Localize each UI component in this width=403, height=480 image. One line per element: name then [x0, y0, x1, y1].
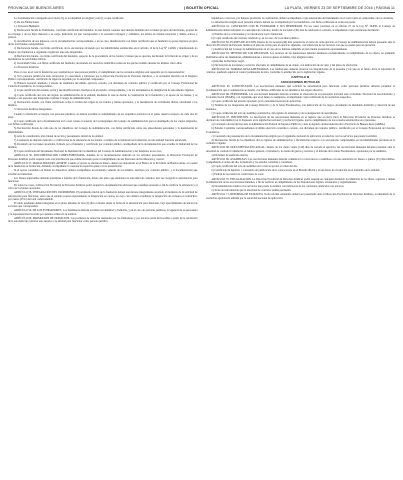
paragraph: b) Acreditación de sus ingresos, con la documentación correspondiente, o en su caso, manifestación con firma certificada que el fundador no posee ingresos propios de las actividades comprendidas.: [8, 40, 198, 47]
paragraph: 2.2 Personas Jurídicas:: [14, 66, 40, 70]
paragraph: d) Declaración Jurada, con firma certificada del fundador, respecto de la procedencia de los fondos y bienes que se aportan, declarando la licitud de su origen y de su inexistencia de actividades ilícitas.: [8, 54, 198, 62]
paragraph: ARTÍCULO 61. CONTRATOS CON EL FUNDADOR Y SUS HEREDEROS. En los casos previstos en el artículo 27 de la Ley N° 19.836, el Consejo de Administración deberá informar a la autoridad de contralor, dentro de los treinta (30) días de celebrado el contrato, acompañando copia certificada del mismo.: [205, 25, 395, 32]
paragraph: Para el caso en el cual la fundación sea constituida por una persona jurídica, el cumplimiento de los recaudos exigidos será requerido por la representación:: [14, 70, 185, 74]
paragraph: c) Declaración Jurada, con firma certificada, de no encontrarse alcanzado por las inhabilidades establecidas en el artículo 12 de la Ley N° 14.828, y manifestando no integrar otra fundación u organismo registrado ante este Organismo.: [8, 47, 198, 54]
paragraph: a) Dictamen de auditoría externa.: [211, 153, 249, 157]
paragraph: c) Justificación del Consejo de Administración en el caso de no haberse cumplido el plan trienal presentado oportunamente.: [211, 48, 348, 52]
paragraph: 7) Constancia de depósito bancario o certificación de la existencia de los fondos, a nombre de la fundación en formación, en una entidad bancaria autorizada.: [14, 138, 187, 142]
header-date-page: LA PLATA, VIERNES 23 DE SEPTIEMBRE DE 2016 | PÁGINA 11: [284, 6, 395, 10]
paragraph: ARTÍCULO 71. REFORMA DE ESTATUTO. Toda reforma estatutaria deberá ser presentada ante la Dirección Provincial de Personas Jurídicas, acompañada de la resolución aprobatoria emitida por la autoridad nacional de aplicación.: [205, 193, 395, 200]
paragraph: 3.3 Personas Jurídicas Integrantes:: [14, 108, 53, 112]
paragraph: ARTÍCULO 67. INSCRIPCIÓN. La inscripción de las asociaciones mutuales en el registro que al efecto lleva la Dirección Provincial de Personas Jurídicas se efectuará de conformidad con lo dispuesto en la legislación nacional y provincial vigente, previo cumplimiento de los recaudos establecidos en el presente.: [205, 115, 395, 123]
paragraph: En todos los casos, la Dirección Provincial de Personas Jurídicas podrá requerir la documentación adicional que considere necesaria a fin de verificar la existencia y el valor de los bienes aportados.: [8, 184, 198, 191]
paragraph: c) Padrón de asociados en condiciones de votar.: [211, 173, 265, 177]
paragraph: 1.1 Personas Humanas:: [14, 25, 40, 29]
paragraph: La información exigida en el presente artículo deberá ser acompañada por los fundadores, con firma certificada en todas sus partes.: [211, 21, 356, 25]
paragraph: e) Declaración Jurada, con firma certificada, sobre la licitud del origen de los fondos y bienes aportados, y la inexistencia de actividades ilícitas vinculadas a los mismos.: [8, 100, 198, 108]
paragraph: d) Copia certificada del acta del órgano de administración de la entidad, mediante la cual se decide la constitución de la fundación y el aporte de los bienes, y se designa a las personas que integrarán el primer Consejo de Administración.: [8, 93, 198, 100]
paragraph: 9) Copia certificada del Documento Nacional de Identidad de los miembros del Consejo de Administración y del fundador, en su caso.: [14, 150, 162, 154]
left-column: [8, 17, 198, 477]
article-columns: [8, 17, 395, 477]
paragraph: d) Declaración Jurada de los miembros de los órganos de administración y fiscalización respecto a no encontrarse comprendidos en las inhabilidades previstas en la normativa vigente.: [205, 138, 395, 146]
header-province: PROVINCIA DE BUENOS AIRES: [8, 6, 64, 10]
paragraph: Cuando la fundación se integre con personas jurídicas, se deberá acreditar el cumplimiento de los requisitos previstos en el punto anterior respecto de cada una de ellas.: [8, 112, 198, 119]
paragraph: e) Currículum Vitae, con firma certificada del fundador, declarando los sucesivos domicilios reales en los que ha residido durante los últimos cinco años.: [14, 62, 183, 66]
paragraph: 4) Copia certificada de la documentación en la cual conste el acuerdo de los integrantes del Consejo de Administración para el desempeño de los cargos asignados, con firmas certificadas.: [8, 119, 198, 127]
paragraph: b) Declaración de los bienes y servicios afectados al cumplimiento de su objeto, con indicación de su valor y del plazo de afectación.: [211, 64, 358, 68]
paragraph: La documentación consignada en el inciso 6), se acompañará en original y una (1) copia certificada.: [14, 17, 125, 20]
paragraph: b) Estados Contables correspondientes al último ejercicio económico cerrado, con dictamen de contador público, certificado por el Consejo Profesional de Ciencias Económicas.: [205, 127, 395, 134]
header-publication: | BOLETÍN OFICIAL: [184, 6, 219, 10]
paragraph: a) Copia certificada del acta de asamblea en la cual se aprobó el orden del día.: [211, 165, 298, 169]
paragraph: ARTÍCULO 57. MODALIDAD DEL APORTE. Cuando el aporte se efectúe en dinero, deberá ser depositado en el Banco de la Provincia de Buenos Aires, a la orden de la fundación en formación, debiendo acompañarse la constancia respectiva junto con la presentación.: [8, 161, 198, 169]
paragraph: c) Copia certificada del acta de asamblea constitutiva, del registro de asistencia y de la designación de autoridades.: [211, 111, 338, 115]
right-column: [206, 17, 396, 477]
paragraph: Los bienes registrables deberán inscribirse a nombre de la fundación, dentro del plazo que establezca la autoridad de contralor, una vez otorgada la autorización para funcionar.: [8, 176, 198, 183]
paragraph: El saldo pendiente deberá integrarse en el plazo máximo de dos (2) años contados desde la fecha de la autorización para funcionar, bajo apercibimiento de iniciar las acciones que correspondan.: [8, 202, 198, 209]
paragraph: 8) Inventario de los bienes aportados, firmado por el fundador y certificado por contador público, acompañado de la documentación que acredite la titularidad de los mismos.: [8, 142, 198, 150]
paragraph: Si el aporte consistiera en bienes no dinerarios, deberá acompañarse un inventario valuado de los mismos, suscripto por contador público, y la documentación que acredite su titularidad.: [8, 169, 198, 176]
paragraph: a) Nombre de los contratantes y su vinculación con la fundación.: [211, 32, 283, 36]
paragraph: ARTÍCULO 59. DE LOS FUNDADORES. Los fundadores deberán acreditar su identidad y domicilio, y en el caso de personas jurídicas, la vigencia de su personería y la representación invocada por quienes actúen en su nombre.: [8, 209, 198, 216]
paragraph: b) Nómina de los integrantes del Consejo Directivo y de la Junta Fiscalizadora, con indicación de los cargos, documento de identidad, domicilio y duración de sus mandatos.: [205, 104, 395, 111]
page-header: [8, 6, 395, 13]
paragraph: a) Constancia de inscripción ante la Administración Federal de Ingresos Públicos y ante la Agencia de Recaudación de la Provincia de Buenos Aires (ARBA).: [211, 123, 386, 127]
paragraph: ARTÍCULO 63. DESTINO DE LOS RECURSOS. Los recursos de las fundaciones deberán destinarse exclusivamente al cumplimiento de su objeto, no pudiendo distribuirse entre sus fundadores, administradores o terceros ajenos al mismo, bajo ninguna forma.: [205, 52, 395, 59]
paragraph: ARTÍCULO 60. PROMOCIÓN DE DONACIÓN. Las promesas de donación realizadas por los fundadores y por terceros serán irrevocables a partir de la resolución de la autoridad de contralor que autorice a la entidad para funcionar como persona jurídica.: [8, 216, 198, 224]
paragraph: a) Copia certificada del estatuto aprobado por la autoridad nacional de aplicación.: [211, 100, 302, 104]
paragraph: a) Informe de Revisión Legal.: [211, 59, 245, 63]
section-heading: ASOCIACIONES MUTUALES: [280, 79, 320, 84]
paragraph: ARTÍCULO 58. INTEGRACIÓN DEL PATRIMONIO. El patrimonio inicial de la fundación deberá encontrarse íntegramente aportado al momento de la solicitud de autorización para funcionar, salvo que el estatuto prevea expresamente su integración en cuotas, en cuyo caso deberá acreditarse la integración de al menos el veinticinco por ciento (25%) del total comprometido.: [8, 191, 198, 201]
paragraph: 2) De las Fundaciones:: [14, 21, 40, 25]
paragraph: c) Constancia de presentación de la documentación exigida por el organismo nacional de aplicación en relación con los servicios que preste la entidad.: [211, 134, 378, 138]
paragraph: e) Toda otra información que la autoridad de contralor estime pertinente.: [211, 189, 292, 193]
paragraph: ARTÍCULO 64. NORMAS REGLAMENTARIAS. Las fundaciones deberán observar las disposiciones de la presente y las que en el futuro dicte la autoridad de contralor, quedando sujetas al control permanente de ésta, conforme lo establecido por la legislación vigente.: [205, 68, 395, 75]
paragraph: b) Certificado de depósito o constancia de publicación de la convocatoria en el Boletín Oficial y en un diario de circulación en el domicilio de la entidad.: [211, 169, 380, 173]
paragraph: a) Declaración Jurada de Patrimonio, con firma certificada del fundador, la cual deberá contener una síntesis detallada de los bienes propios del declarante, propios de su cónyuge y de los hijos menores a su cargo, indicando los que corresponden a la sociedad conyugal, y asimismo, los saldos en cuentas bancarias y demás activos y pasivos.: [8, 29, 198, 39]
paragraph: ARTÍCULO 70. FISCALIZACIÓN. La Dirección Provincial de Personas Jurídicas podrá requerir en cualquier momento la exhibición de los libros, registros y demás documentación de las asociaciones mutuales, a fin de verificar el cumplimiento de las disposiciones legales, estatutarias y reglamentarias.: [205, 177, 395, 184]
paragraph: fundadores o terceros, por haberse producido la constitución, deberá acompañarse copia autenticada del instrumento en el cual conste el compromiso de los donantes.: [211, 17, 394, 20]
paragraph: b) Copia certificada del contrato celebrado y, en su caso, de la escritura pública.: [211, 36, 300, 40]
paragraph: ARTÍCULO 69. ASAMBLEAS. Las asociaciones mutuales deberán comunicar la convocatoria a asambleas con una antelación no menor a quince (15) días hábiles, acompañando el orden del día, la memoria y los estados contables a considerar.: [205, 157, 395, 165]
paragraph: ARTÍCULO 62. PLANES DE ACCIÓN. Dentro de los noventa (90) días posteriores al cierre de cada ejercicio, el Consejo de Administración deberá presentar ante la Dirección Provincial de Personas Jurídicas el plan de acción para el ejercicio siguiente, con indicación de los recursos con que se cuenta para su ejecución.: [205, 40, 395, 48]
section-heading: CAPÍTULO III: [291, 75, 310, 80]
paragraph: ARTÍCULO 66. PERSONERÍA. Las asociaciones mutuales deberán acreditar la obtención de su personería nacional ante el Instituto Nacional de Asociativismo y Economía Social (INAES), o el organismo que en el futuro lo reemplace, acompañando copia certificada de la resolución respectiva.: [205, 92, 395, 99]
paragraph: c) Copia certificada del estatuto social y sus modificaciones, inscriptos en el registro correspondiente, y de los instrumentos de designación de autoridades vigentes.: [14, 89, 195, 93]
paragraph: 6) Acta de constitución, plan trienal de acción y presupuesto inicial de la entidad.: [14, 134, 104, 138]
paragraph: 5) Declaración Jurada de cada uno de los miembros del Consejo de Administración, con firma certificada, sobre sus antecedentes personales y la inexistencia de inhabilidades.: [8, 127, 198, 134]
paragraph: ARTÍCULO 56. DOCUMENTACIÓN COMPLEMENTARIA. Además de la documentación indicada en los artículos precedentes, la Dirección Provincial de Personas Jurídicas podrá requerir toda otra información que estime necesaria para el cumplimiento de sus funciones de fiscalización y control.: [8, 154, 198, 161]
paragraph: ARTÍCULO 68. DOCUMENTACIÓN ANUAL. Dentro de los ciento veinte (120) días de cerrado el ejercicio, las asociaciones mutuales deberán presentar ante la autoridad de contralor la memoria, el balance general, el inventario, la cuenta de gastos y recursos y el informe de la Junta Fiscalizadora, aprobados por la asamblea.: [205, 146, 395, 153]
paragraph: ARTÍCULO 65. CONSTITUCIÓN. Las asociaciones mutuales que soliciten su autorización para funcionar como personas jurídicas deberán presentar la documentación que a continuación se detalla, con firmas certificadas de los miembros del órgano directivo.: [205, 85, 395, 92]
paragraph: d) Documentación relativa a los servicios que preste la entidad, con indicación de los convenios celebrados con terceros.: [211, 184, 345, 188]
paragraph: a) Si la persona jurídica ha sido reconocida y/o autorizada a funcionar por la Dirección Provincial de Personas Jurídicas, o se encuentra inscripta en el Registro Público correspondiente, certificado de vigencia expedido por la autoridad competente.: [8, 74, 198, 81]
paragraph: b) Balance General, memoria y estado de resultados del último ejercicio cerrado, con dictamen de contador público y certificado por el Consejo Profesional de Ciencias Económicas, si correspondiere.: [8, 82, 198, 89]
